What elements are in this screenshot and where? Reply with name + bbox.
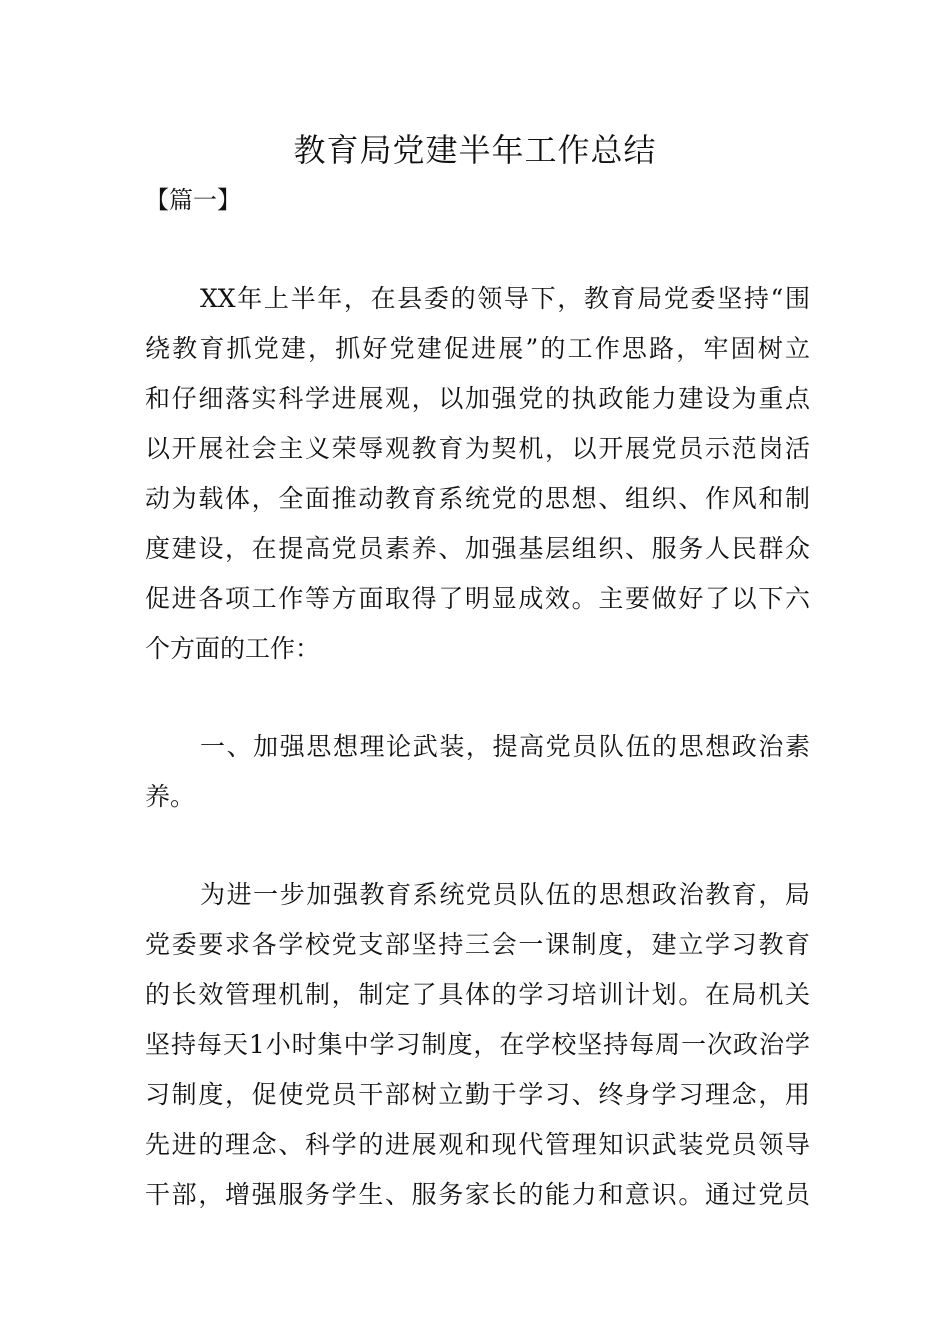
text-line: 一、加强思想理论武装，提高党员队伍的思想政治素 (200, 732, 810, 761)
section-label: 【篇一】 (145, 186, 241, 214)
text-line: 干部，增强服务学生、服务家长的能力和意识。通过党员 (145, 1180, 810, 1209)
text-line: 先进的理念、科学的进展观和现代管理知识武装党员领导 (145, 1130, 810, 1159)
paragraph-heading-one (145, 722, 810, 822)
text-line: 和仔细落实科学进展观，以加强党的执政能力建设为重点 (145, 384, 810, 413)
document-title: 教育局党建半年工作总结 (293, 131, 657, 169)
text-line: 党委要求各学校党支部坚持三会一课制度，建立学习教育 (145, 930, 810, 959)
text-line: 为进一步加强教育系统党员队伍的思想政治教育，局 (200, 880, 810, 909)
text-line: 以开展社会主义荣辱观教育为契机，以开展党员示范岗活 (145, 434, 810, 463)
text-line: 的长效管理机制，制定了具体的学习培训计划。在局机关 (145, 980, 810, 1009)
text-line: 动为载体，全面推动教育系统党的思想、组织、作风和制 (145, 484, 810, 513)
text-line: 个方面的工作： (145, 634, 321, 663)
text-line: 促进各项工作等方面取得了明显成效。主要做好了以下六 (145, 584, 810, 613)
text-line: 坚持每天1小时集中学习制度，在学校坚持每周一次政治学 (145, 1030, 810, 1059)
text-line: XX年上半年，在县委的领导下，教育局党委坚持“围 (200, 284, 810, 313)
text-line: 习制度，促使党员干部树立勤于学习、终身学习理念，用 (145, 1080, 810, 1109)
text-line: 绕教育抓党建，抓好党建促进展”的工作思路，牢固树立 (145, 334, 810, 363)
text-line: 度建设，在提高党员素养、加强基层组织、服务人民群众 (145, 534, 810, 563)
paragraph-intro (145, 274, 810, 674)
text-line: 养。 (145, 782, 196, 811)
paragraph-body (145, 870, 810, 1220)
